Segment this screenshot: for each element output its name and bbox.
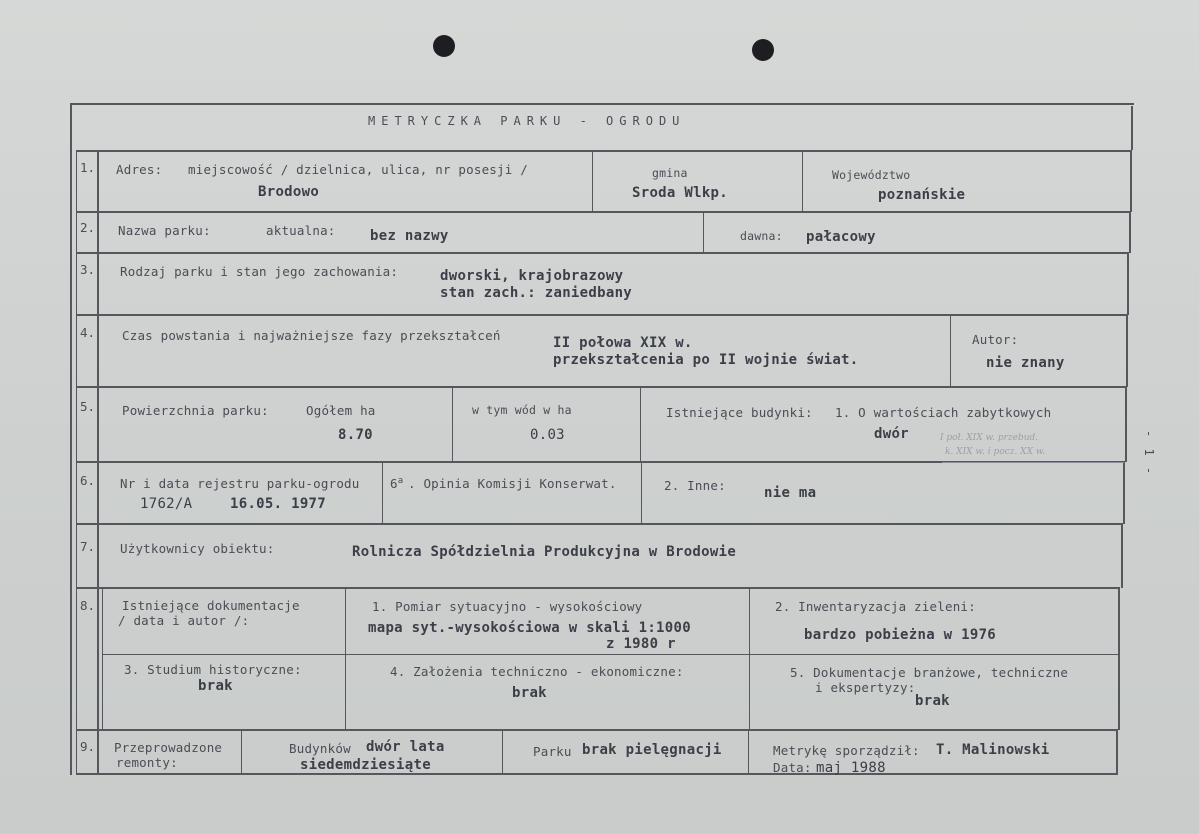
row7-top-line (76, 523, 1122, 525)
gmina-value: Sroda Wlkp. (632, 185, 729, 201)
register-label: Nr i data rejestru parku-ogrodu (120, 476, 360, 491)
author-value: nie znany (986, 355, 1065, 371)
branch-docs-label-line2: i ekspertyzy: (815, 680, 916, 695)
row8-divider-1 (345, 587, 346, 730)
opinion-number-digit: 6 (390, 476, 398, 492)
park-renovation-value: brak pielęgnacji (582, 742, 722, 758)
survey-value-line2: z 1980 r (606, 636, 676, 652)
row1-number: 1. (80, 160, 96, 175)
row9-top-line (76, 729, 1118, 731)
row6-divider-other (641, 461, 642, 524)
card-title: METRYCZKA PARKU - OGRODU (368, 114, 686, 128)
water-area-value: 0.03 (530, 427, 565, 443)
water-area-label: w tym wód w ha (472, 403, 572, 417)
row6-number: 6. (80, 473, 96, 488)
renovations-label-line2: remonty: (116, 755, 178, 770)
row8-number: 8. (80, 598, 96, 613)
address-value: Brodowo (258, 184, 320, 200)
park-name-label: Nazwa parku: (118, 223, 211, 238)
inventory-label: 2. Inwentaryzacja zieleni: (775, 599, 976, 614)
register-date: 16.05. 1977 (230, 496, 327, 512)
prepared-by-label: Metrykę sporządził: (773, 743, 920, 758)
technical-assumptions-label: 4. Założenia techniczno - ekonomiczne: (390, 664, 684, 679)
row5-number: 5. (80, 399, 96, 414)
frame-top-line (70, 103, 1134, 105)
row5-right-line (1125, 386, 1127, 462)
area-label: Powierzchnia parku: (122, 403, 269, 418)
frame-left-line (70, 103, 72, 775)
total-area-label: Ogółem ha (306, 403, 376, 418)
former-name-label: dawna: (740, 229, 783, 243)
renovations-label-line1: Przeprowadzone (114, 740, 223, 755)
row6-divider-opinion (382, 461, 383, 524)
punch-hole-left (433, 35, 455, 57)
row2-divider (703, 211, 704, 253)
row2-number: 2. (80, 220, 96, 235)
row9-divider-2 (502, 729, 503, 775)
frame-bottom-line (76, 773, 1116, 775)
prepared-by-value: T. Malinowski (936, 742, 1050, 758)
author-label: Autor: (972, 332, 1019, 347)
row9-divider-1 (241, 729, 242, 775)
row4-top-line (76, 314, 1126, 316)
row8-divider-2 (749, 587, 750, 730)
former-name-value: pałacowy (806, 229, 876, 245)
other-value: nie ma (764, 485, 817, 501)
row7-number: 7. (80, 539, 96, 554)
row5-top-line (76, 386, 1126, 388)
row3-right-line (1127, 252, 1129, 315)
survey-label: 1. Pomiar sytuacyjno - wysokościowy (372, 599, 643, 614)
current-name-value: bez nazwy (370, 228, 449, 244)
row5-divider-water (452, 386, 453, 462)
row8-top-line (76, 587, 1120, 589)
row5-divider-buildings (640, 386, 641, 462)
voivodeship-label: Województwo (832, 168, 911, 182)
branch-docs-label-line1: 5. Dokumentacje branżowe, techniczne (790, 665, 1069, 680)
buildings-renovation-label: Budynków (289, 741, 351, 756)
opinion-number-sup: a (397, 476, 404, 486)
row9-right-line (1116, 729, 1118, 775)
historic-buildings-value: dwór (874, 426, 909, 442)
row1-divider-woj (802, 150, 803, 212)
row6-right-line (1123, 461, 1125, 524)
row4-divider (950, 314, 951, 387)
row2-top-line (76, 211, 1130, 213)
buildings-label: Istniejące budynki: (666, 405, 813, 420)
row9-divider-3 (748, 729, 749, 775)
row8-left-line (102, 587, 103, 730)
row8-middle-line (102, 654, 1118, 655)
opinion-number (390, 476, 403, 491)
origin-period-value: II połowa XIX w. (553, 335, 693, 351)
note-underline (942, 462, 1124, 463)
row4-number: 4. (80, 325, 96, 340)
row1-divider-gmina (592, 150, 593, 212)
transformations-value: przekształcenia po II wojnie świat. (553, 352, 859, 368)
technical-assumptions-value: brak (512, 685, 547, 701)
historic-buildings-label: 1. O wartościach zabytkowych (835, 405, 1052, 420)
date-label: Data: (773, 760, 812, 775)
handwritten-note-line2: k. XIX w. i pocz. XX w. (945, 447, 1046, 457)
row3-number: 3. (80, 262, 96, 277)
gmina-label: gmina (652, 166, 688, 180)
row4-right-line (1126, 314, 1128, 387)
park-type-label: Rodzaj parku i stan jego zachowania: (120, 264, 399, 279)
register-number: 1762/A (140, 496, 193, 512)
park-condition-value: stan zach.: zaniedbany (440, 285, 633, 301)
row1-top-line (76, 150, 1132, 152)
current-name-label: aktualna: (266, 223, 336, 238)
documentation-label-line2: / data i autor /: (118, 613, 250, 628)
park-type-value: dworski, krajobrazowy (440, 268, 624, 284)
other-label: 2. Inne: (664, 478, 726, 493)
row1-right-line (1130, 150, 1132, 212)
historical-study-value: brak (198, 678, 233, 694)
punch-hole-right (752, 39, 774, 61)
page-number-mark: - 1 - (1142, 430, 1156, 477)
total-area-value: 8.70 (338, 427, 373, 443)
address-hint: miejscowość / dzielnica, ulica, nr posesji / (188, 162, 528, 177)
buildings-renovation-value-line1: dwór lata (366, 739, 445, 755)
row7-right-line (1121, 523, 1123, 588)
park-renovation-label: Parku (533, 744, 572, 759)
origin-label: Czas powstania i najważniejsze fazy przekształceń (122, 328, 501, 343)
row2-right-line (1129, 211, 1131, 253)
users-label: Użytkownicy obiektu: (120, 541, 275, 556)
frame-right-line (1131, 106, 1133, 150)
voivodeship-value: poznańskie (878, 187, 966, 203)
survey-value-line1: mapa syt.-wysokościowa w skali 1:1000 (368, 620, 691, 636)
branch-docs-value: brak (915, 693, 950, 709)
row9-number: 9. (80, 739, 96, 754)
historical-study-label: 3. Studium historyczne: (124, 662, 302, 677)
row3-top-line (76, 252, 1128, 254)
handwritten-note-line1: I poł. XIX w. przebud. (940, 433, 1039, 443)
date-value: maj 1988 (816, 760, 886, 776)
inventory-value: bardzo pobieżna w 1976 (804, 627, 997, 643)
row8-right-line (1118, 587, 1120, 730)
buildings-renovation-value-line2: siedemdziesiąte (300, 757, 431, 773)
opinion-label: . Opinia Komisji Konserwat. (408, 476, 617, 491)
documentation-label-line1: Istniejące dokumentacje (122, 598, 300, 613)
address-label: Adres: (116, 162, 163, 177)
users-value: Rolnicza Spółdzielnia Produkcyjna w Brodowie (352, 544, 737, 560)
